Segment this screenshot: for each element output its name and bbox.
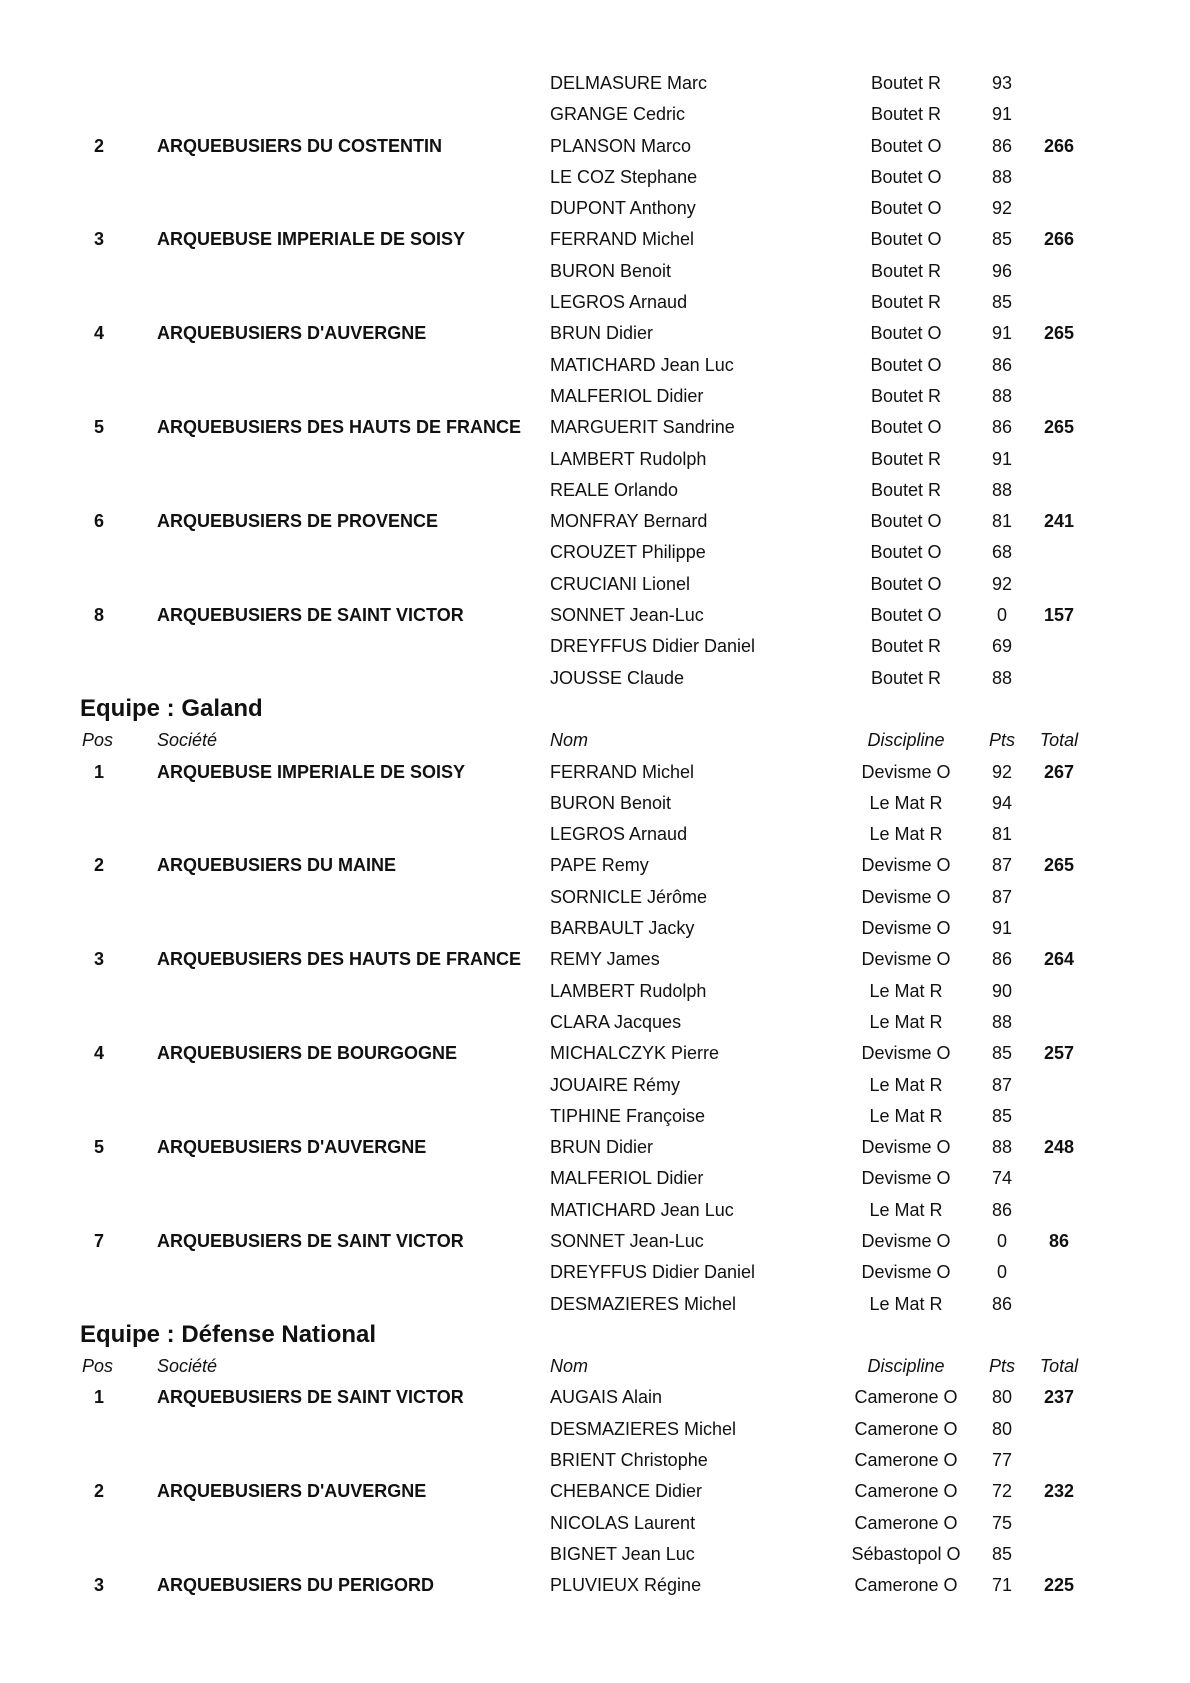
discipline-cell: Boutet O [870, 198, 942, 219]
nom-cell: DUPONT Anthony [550, 198, 696, 219]
societe-cell: ARQUEBUSIERS DE SAINT VICTOR [157, 1387, 464, 1408]
points-cell: 91 [991, 323, 1013, 344]
position-cell: 7 [93, 1230, 104, 1251]
table-row [0, 599, 1190, 630]
points-cell: 86 [991, 949, 1013, 970]
societe-cell: ARQUEBUSIERS DU MAINE [157, 855, 397, 876]
nom-cell: BRUN Didier [550, 1137, 654, 1158]
points-cell: 91 [991, 918, 1013, 939]
table-row [0, 1444, 1190, 1475]
table-row [0, 975, 1190, 1006]
points-cell: 92 [991, 761, 1013, 782]
position-cell: 8 [93, 605, 104, 626]
points-cell: 91 [991, 448, 1013, 469]
team-section [0, 1319, 1190, 1601]
nom-cell: SONNET Jean-Luc [550, 605, 704, 626]
table-row [0, 1069, 1190, 1100]
table-row [0, 818, 1190, 849]
total-cell: 264 [1043, 949, 1075, 970]
discipline-cell: Boutet O [870, 542, 942, 563]
points-cell: 72 [991, 1481, 1013, 1502]
discipline-cell: Devisme O [861, 1230, 951, 1251]
nom-cell: MONFRAY Bernard [550, 511, 708, 532]
table-row [0, 943, 1190, 974]
discipline-cell: Devisme O [861, 886, 951, 907]
societe-cell: ARQUEBUSIERS D'AUVERGNE [157, 1481, 427, 1502]
position-cell: 5 [93, 417, 104, 438]
table-row [0, 536, 1190, 567]
table-row [0, 1507, 1190, 1538]
nom-cell: CLARA Jacques [550, 1011, 682, 1032]
table-row [0, 1381, 1190, 1412]
discipline-cell: Le Mat R [869, 1011, 943, 1032]
table-header-row [0, 724, 1190, 755]
header-discipline: Discipline [867, 730, 945, 751]
nom-cell: MALFERIOL Didier [550, 1168, 704, 1189]
team-section [0, 693, 1190, 1319]
total-cell: 266 [1043, 135, 1075, 156]
section-title [0, 1319, 1190, 1350]
section-title-text: Equipe : Galand [80, 694, 263, 722]
discipline-cell: Boutet R [870, 636, 942, 657]
table-row [0, 1538, 1190, 1569]
points-cell: 74 [991, 1168, 1013, 1189]
total-cell: 266 [1043, 229, 1075, 250]
points-cell: 80 [991, 1418, 1013, 1439]
nom-cell: CHEBANCE Didier [550, 1481, 703, 1502]
header-total: Total [1039, 730, 1079, 751]
points-cell: 88 [991, 479, 1013, 500]
points-cell: 88 [991, 1011, 1013, 1032]
total-cell: 257 [1043, 1043, 1075, 1064]
total-cell: 157 [1043, 605, 1075, 626]
table-row [0, 443, 1190, 474]
discipline-cell: Le Mat R [869, 824, 943, 845]
points-cell: 88 [991, 1137, 1013, 1158]
discipline-cell: Devisme O [861, 855, 951, 876]
total-cell: 265 [1043, 417, 1075, 438]
discipline-cell: Camerone O [854, 1512, 958, 1533]
points-cell: 94 [991, 792, 1013, 813]
nom-cell: GRANGE Cedric [550, 104, 686, 125]
header-discipline: Discipline [867, 1356, 945, 1377]
points-cell: 88 [991, 667, 1013, 688]
nom-cell: DESMAZIERES Michel [550, 1293, 737, 1314]
table-row [0, 286, 1190, 317]
discipline-cell: Devisme O [861, 1043, 951, 1064]
nom-cell: DELMASURE Marc [550, 73, 708, 93]
points-cell: 87 [991, 855, 1013, 876]
points-cell: 75 [991, 1512, 1013, 1533]
table-row [0, 98, 1190, 129]
nom-cell: MALFERIOL Didier [550, 385, 704, 406]
table-header-row [0, 1350, 1190, 1381]
table-row [0, 161, 1190, 192]
points-cell: 86 [991, 354, 1013, 375]
discipline-cell: Boutet R [870, 385, 942, 406]
nom-cell: PLANSON Marco [550, 135, 692, 156]
position-cell: 3 [93, 1575, 104, 1596]
points-cell: 85 [991, 1543, 1013, 1564]
table-row [0, 411, 1190, 442]
position-cell: 1 [93, 1387, 104, 1408]
points-cell: 0 [996, 1262, 1007, 1283]
table-row [0, 505, 1190, 536]
nom-cell: MATICHARD Jean Luc [550, 354, 734, 375]
header-societe: Société [157, 730, 218, 751]
points-cell: 0 [996, 605, 1007, 626]
position-cell: 6 [93, 511, 104, 532]
points-cell: 86 [991, 135, 1013, 156]
points-cell: 77 [991, 1450, 1013, 1471]
societe-cell: ARQUEBUSIERS DE BOURGOGNE [157, 1043, 458, 1064]
points-cell: 81 [991, 511, 1013, 532]
discipline-cell: Boutet O [870, 573, 942, 594]
header-pos: Pos [82, 1356, 114, 1377]
points-cell: 71 [991, 1575, 1013, 1596]
discipline-cell: Camerone O [854, 1575, 958, 1596]
nom-cell: FERRAND Michel [550, 761, 695, 782]
total-cell: 237 [1043, 1387, 1075, 1408]
discipline-cell: Boutet R [870, 104, 942, 125]
table-row [0, 1100, 1190, 1131]
points-cell: 96 [991, 260, 1013, 281]
total-cell: 241 [1043, 511, 1075, 532]
points-cell: 87 [991, 886, 1013, 907]
points-cell: 0 [996, 1230, 1007, 1251]
total-cell: 267 [1043, 761, 1075, 782]
position-cell: 5 [93, 1137, 104, 1158]
discipline-cell: Boutet O [870, 135, 942, 156]
discipline-cell: Camerone O [854, 1387, 958, 1408]
nom-cell: REMY James [550, 949, 660, 970]
table-row [0, 1288, 1190, 1319]
total-cell: 265 [1043, 323, 1075, 344]
points-cell: 86 [991, 1293, 1013, 1314]
nom-cell: NICOLAS Laurent [550, 1512, 696, 1533]
nom-cell: BURON Benoit [550, 260, 672, 281]
table-row [0, 474, 1190, 505]
total-cell: 265 [1043, 855, 1075, 876]
nom-cell: CRUCIANI Lionel [550, 573, 691, 594]
societe-cell: ARQUEBUSIERS D'AUVERGNE [157, 323, 427, 344]
table-row [0, 568, 1190, 599]
total-cell: 248 [1043, 1137, 1075, 1158]
table-row [0, 849, 1190, 880]
discipline-cell: Boutet O [870, 166, 942, 187]
header-total: Total [1039, 1356, 1079, 1377]
points-cell: 68 [991, 542, 1013, 563]
nom-cell: PLUVIEUX Régine [550, 1575, 702, 1596]
header-pts: Pts [988, 1356, 1015, 1377]
table-row [0, 630, 1190, 661]
societe-cell: ARQUEBUSE IMPERIALE DE SOISY [157, 229, 466, 250]
points-cell: 92 [991, 573, 1013, 594]
points-cell: 91 [991, 104, 1013, 125]
discipline-cell: Boutet R [870, 292, 942, 313]
table-row [0, 1413, 1190, 1444]
points-cell: 87 [991, 1074, 1013, 1095]
societe-cell: ARQUEBUSIERS D'AUVERGNE [157, 1137, 427, 1158]
discipline-cell: Le Mat R [869, 1105, 943, 1126]
discipline-cell: Boutet O [870, 511, 942, 532]
points-cell: 88 [991, 166, 1013, 187]
section-title [0, 693, 1190, 724]
discipline-cell: Boutet O [870, 417, 942, 438]
nom-cell: DREYFFUS Didier Daniel [550, 1262, 756, 1283]
table-row [0, 1194, 1190, 1225]
nom-cell: LAMBERT Rudolph [550, 448, 707, 469]
discipline-cell: Boutet O [870, 229, 942, 250]
table-row [0, 255, 1190, 286]
points-cell: 86 [991, 1199, 1013, 1220]
position-cell: 4 [93, 323, 104, 344]
nom-cell: MARGUERIT Sandrine [550, 417, 735, 438]
societe-cell: ARQUEBUSIERS DE SAINT VICTOR [157, 1230, 464, 1251]
header-nom: Nom [550, 730, 589, 751]
nom-cell: BARBAULT Jacky [550, 918, 695, 939]
position-cell: 3 [93, 229, 104, 250]
nom-cell: LAMBERT Rudolph [550, 980, 707, 1001]
header-societe: Société [157, 1356, 218, 1377]
section-title-text: Equipe : Défense National [80, 1320, 377, 1348]
table-row [0, 1131, 1190, 1162]
position-cell: 1 [93, 761, 104, 782]
societe-cell: ARQUEBUSE IMPERIALE DE SOISY [157, 761, 466, 782]
header-pts: Pts [988, 730, 1015, 751]
points-cell: 86 [991, 417, 1013, 438]
societe-cell: ARQUEBUSIERS DE PROVENCE [157, 511, 439, 532]
discipline-cell: Boutet O [870, 323, 942, 344]
points-cell: 88 [991, 385, 1013, 406]
nom-cell: MATICHARD Jean Luc [550, 1199, 734, 1220]
nom-cell: PAPE Remy [550, 855, 649, 876]
position-cell: 2 [93, 135, 104, 156]
discipline-cell: Devisme O [861, 1262, 951, 1283]
discipline-cell: Devisme O [861, 1137, 951, 1158]
position-cell: 2 [93, 1481, 104, 1502]
societe-cell: ARQUEBUSIERS DES HAUTS DE FRANCE [157, 417, 522, 438]
nom-cell: LE COZ Stephane [550, 166, 698, 187]
nom-cell: AUGAIS Alain [550, 1387, 663, 1408]
discipline-cell: Boutet R [870, 73, 942, 93]
header-nom: Nom [550, 1356, 589, 1377]
table-row [0, 756, 1190, 787]
nom-cell: CROUZET Philippe [550, 542, 706, 563]
table-row [0, 223, 1190, 254]
nom-cell: DREYFFUS Didier Daniel [550, 636, 756, 657]
team-section [0, 67, 1190, 693]
table-row [0, 192, 1190, 223]
societe-cell: ARQUEBUSIERS DES HAUTS DE FRANCE [157, 949, 522, 970]
table-row [0, 662, 1190, 693]
points-cell: 93 [991, 73, 1013, 93]
discipline-cell: Le Mat R [869, 1074, 943, 1095]
points-cell: 69 [991, 636, 1013, 657]
discipline-cell: Devisme O [861, 918, 951, 939]
total-cell: 225 [1043, 1575, 1075, 1596]
total-cell: 86 [1048, 1230, 1070, 1251]
table-row [0, 787, 1190, 818]
nom-cell: REALE Orlando [550, 479, 679, 500]
nom-cell: JOUSSE Claude [550, 667, 685, 688]
societe-cell: ARQUEBUSIERS DU COSTENTIN [157, 135, 443, 156]
discipline-cell: Boutet O [870, 605, 942, 626]
table-row [0, 380, 1190, 411]
discipline-cell: Boutet R [870, 479, 942, 500]
nom-cell: SONNET Jean-Luc [550, 1230, 704, 1251]
societe-cell: ARQUEBUSIERS DU PERIGORD [157, 1575, 435, 1596]
points-cell: 85 [991, 229, 1013, 250]
societe-cell: ARQUEBUSIERS DE SAINT VICTOR [157, 605, 464, 626]
nom-cell: LEGROS Arnaud [550, 292, 688, 313]
table-row [0, 1006, 1190, 1037]
table-row [0, 1225, 1190, 1256]
position-cell: 3 [93, 949, 104, 970]
table-row [0, 1037, 1190, 1068]
results-document [0, 67, 1190, 1601]
table-row [0, 349, 1190, 380]
nom-cell: BURON Benoit [550, 792, 672, 813]
discipline-cell: Devisme O [861, 761, 951, 782]
points-cell: 90 [991, 980, 1013, 1001]
discipline-cell: Le Mat R [869, 1293, 943, 1314]
nom-cell: DESMAZIERES Michel [550, 1418, 737, 1439]
table-row [0, 130, 1190, 161]
header-pos: Pos [82, 730, 114, 751]
table-row [0, 1569, 1190, 1600]
points-cell: 85 [991, 292, 1013, 313]
discipline-cell: Le Mat R [869, 1199, 943, 1220]
points-cell: 92 [991, 198, 1013, 219]
points-cell: 81 [991, 824, 1013, 845]
nom-cell: BRUN Didier [550, 323, 654, 344]
nom-cell: JOUAIRE Rémy [550, 1074, 681, 1095]
table-row [0, 1162, 1190, 1193]
table-row [0, 317, 1190, 348]
table-row [0, 67, 1190, 98]
discipline-cell: Camerone O [854, 1450, 958, 1471]
table-row [0, 1475, 1190, 1506]
nom-cell: SORNICLE Jérôme [550, 886, 708, 907]
discipline-cell: Boutet O [870, 354, 942, 375]
discipline-cell: Le Mat R [869, 980, 943, 1001]
table-row [0, 881, 1190, 912]
table-row [0, 912, 1190, 943]
discipline-cell: Camerone O [854, 1481, 958, 1502]
position-cell: 4 [93, 1043, 104, 1064]
discipline-cell: Devisme O [861, 949, 951, 970]
points-cell: 85 [991, 1043, 1013, 1064]
discipline-cell: Boutet R [870, 667, 942, 688]
position-cell: 2 [93, 855, 104, 876]
nom-cell: FERRAND Michel [550, 229, 695, 250]
discipline-cell: Boutet R [870, 260, 942, 281]
discipline-cell: Camerone O [854, 1418, 958, 1439]
points-cell: 80 [991, 1387, 1013, 1408]
discipline-cell: Devisme O [861, 1168, 951, 1189]
points-cell: 85 [991, 1105, 1013, 1126]
table-row [0, 1256, 1190, 1287]
nom-cell: BRIENT Christophe [550, 1450, 708, 1471]
nom-cell: MICHALCZYK Pierre [550, 1043, 720, 1064]
nom-cell: LEGROS Arnaud [550, 824, 688, 845]
nom-cell: TIPHINE Françoise [550, 1105, 706, 1126]
discipline-cell: Le Mat R [869, 792, 943, 813]
discipline-cell: Sébastopol O [851, 1543, 961, 1564]
total-cell: 232 [1043, 1481, 1075, 1502]
discipline-cell: Boutet R [870, 448, 942, 469]
nom-cell: BIGNET Jean Luc [550, 1543, 695, 1564]
